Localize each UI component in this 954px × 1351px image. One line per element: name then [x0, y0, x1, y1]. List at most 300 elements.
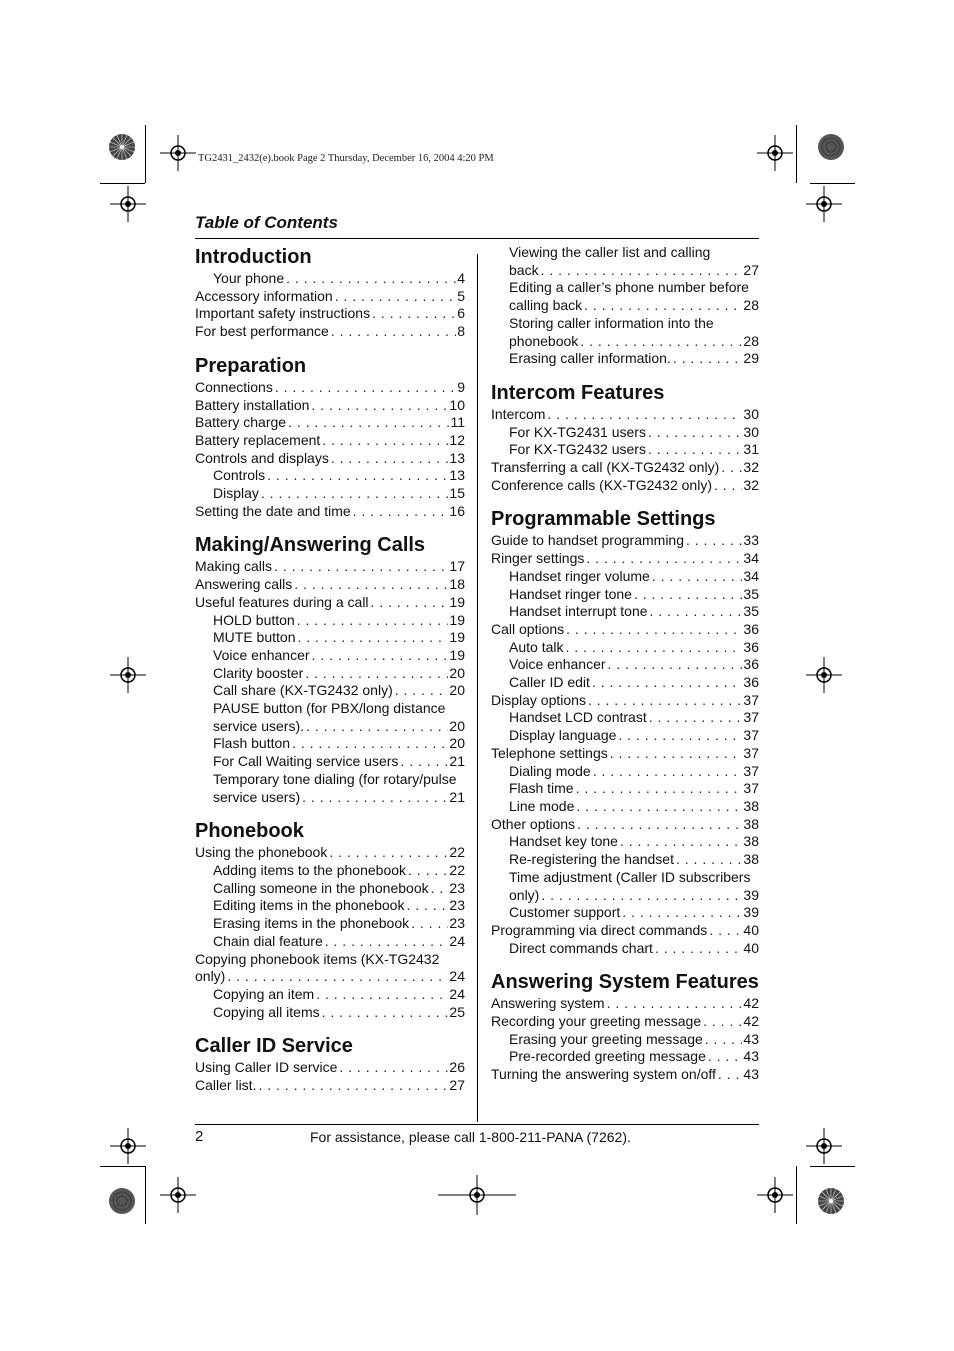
toc-page-number: 36 [743, 674, 759, 691]
toc-page-number: 39 [743, 886, 759, 903]
toc-entry[interactable] [491, 851, 759, 869]
toc-entry[interactable] [195, 450, 465, 468]
dot-leader [395, 682, 449, 700]
toc-entry-label: Direct commands chart [509, 939, 653, 956]
dot-leader [566, 621, 742, 639]
crop-line [810, 183, 855, 184]
toc-page-number: 37 [743, 709, 759, 726]
crop-line [796, 1166, 797, 1224]
toc-entry[interactable] [491, 639, 759, 657]
toc-page-number: 32 [743, 459, 759, 476]
toc-entry-label: back [509, 261, 539, 278]
toc-page-number: 23 [449, 897, 465, 914]
toc-page-number: 19 [449, 629, 465, 646]
registration-mark-icon [757, 1177, 793, 1213]
toc-entry-label: Customer support [509, 904, 621, 921]
section-heading: Answering System Features [491, 971, 759, 994]
toc-entry[interactable] [491, 887, 759, 905]
toc-page-number: 43 [743, 1066, 759, 1083]
toc-entry-label: Setting the date and time [195, 502, 351, 519]
toc-page-number: 43 [743, 1030, 759, 1047]
dot-leader [620, 833, 742, 851]
toc-page-number: 28 [743, 332, 759, 349]
toc-page-number: 21 [449, 753, 465, 770]
registration-mark-icon [160, 135, 196, 171]
toc-page-number: 26 [449, 1059, 465, 1076]
crop-line [100, 1166, 145, 1167]
toc-page-number: 25 [449, 1003, 465, 1020]
toc-page-number: 13 [449, 467, 465, 484]
toc-page-number: 20 [449, 717, 465, 734]
dot-leader [649, 709, 743, 727]
toc-page-number: 24 [449, 932, 465, 949]
dot-leader [648, 441, 742, 459]
toc-entry-label: Voice enhancer [213, 646, 310, 663]
toc-entry-label: Display language [509, 727, 617, 744]
toc-entry[interactable] [491, 568, 759, 586]
toc-page-number: 20 [449, 664, 465, 681]
section-heading: Programmable Settings [491, 508, 716, 531]
toc-entry-label: Recording your greeting message [491, 1013, 702, 1030]
dot-leader [335, 288, 456, 306]
toc-entry-label: Display [213, 485, 259, 502]
toc-entry[interactable] [491, 763, 759, 781]
dot-leader [400, 753, 448, 771]
crop-line [145, 125, 146, 183]
toc-entry[interactable] [491, 745, 759, 763]
toc-entry-text: Viewing the caller list and calling [509, 244, 711, 260]
dot-leader [541, 262, 743, 280]
dot-leader [650, 603, 743, 621]
toc-entry[interactable] [195, 647, 465, 665]
toc-entry[interactable] [491, 1066, 759, 1084]
toc-entry-label: Erasing items in the phonebook [213, 915, 410, 932]
dot-leader [312, 647, 449, 665]
toc-page-number: 22 [449, 844, 465, 861]
star-target-icon [108, 133, 136, 161]
registration-mark-icon [110, 657, 146, 693]
toc-page-number: 17 [449, 558, 465, 575]
toc-entry-text: Editing a caller’s phone number before [509, 279, 749, 296]
toc-page-number: 24 [449, 985, 465, 1002]
toc-entry[interactable] [195, 397, 465, 415]
dot-leader [431, 880, 449, 898]
toc-entry-label: Display options [491, 691, 586, 708]
dot-leader [331, 323, 456, 341]
toc-page-number: 4 [457, 270, 465, 286]
dot-leader [258, 1077, 448, 1095]
toc-entry[interactable] [195, 682, 465, 700]
toc-page-number: 38 [743, 851, 759, 868]
dot-leader [580, 333, 742, 351]
dot-leader [718, 1066, 743, 1084]
toc-entry[interactable] [195, 503, 465, 521]
toc-entry-label: For best performance [195, 323, 329, 340]
toc-entry[interactable] [491, 816, 759, 834]
toc-entry-label: Calling someone in the phonebook [213, 879, 429, 896]
toc-entry-label: Clarity booster [213, 664, 304, 681]
toc-entry-label: Answering system [491, 995, 605, 1012]
toc-entry-label: Battery installation [195, 396, 310, 413]
dot-leader [371, 594, 449, 612]
dot-leader [302, 789, 448, 807]
toc-entry[interactable] [491, 1048, 759, 1066]
toc-entry[interactable] [195, 594, 465, 612]
toc-entry[interactable] [491, 727, 759, 745]
dot-leader [305, 665, 448, 683]
toc-entry[interactable] [491, 709, 759, 727]
toc-entry-label: Programming via direct commands [491, 921, 708, 938]
toc-entry-label: Other options [491, 815, 576, 832]
dot-leader [714, 477, 742, 495]
toc-entry[interactable] [491, 904, 759, 922]
dot-leader [267, 467, 448, 485]
toc-page-number: 20 [449, 735, 465, 752]
toc-entry[interactable] [195, 968, 465, 986]
toc-entry-text: Storing caller information into the [509, 314, 714, 331]
toc-page-number: 40 [743, 939, 759, 956]
dot-leader [547, 406, 742, 424]
toc-entry[interactable] [491, 674, 759, 692]
toc-entry[interactable] [491, 922, 759, 940]
toc-entry[interactable] [491, 995, 759, 1013]
dot-leader [648, 424, 742, 442]
toc-page-number: 40 [743, 921, 759, 938]
dot-leader [294, 576, 448, 594]
toc-entry[interactable] [491, 333, 759, 351]
toc-entry-label: Handset ringer volume [509, 567, 650, 584]
toc-page-number: 18 [449, 576, 465, 593]
toc-left-column [195, 244, 465, 1095]
toc-page-number: 9 [457, 378, 465, 395]
dot-leader [721, 459, 742, 477]
section-heading: Preparation [195, 354, 307, 377]
toc-entry-label: Flash time [509, 780, 574, 797]
dot-leader [297, 612, 449, 630]
toc-entry-text: Temporary tone dialing (for rotary/pulse [213, 770, 457, 787]
toc-page-number: 23 [449, 879, 465, 896]
registration-mark-icon [438, 1175, 516, 1215]
toc-page-number: 36 [743, 656, 759, 673]
dot-leader [608, 656, 743, 674]
dot-leader [311, 397, 448, 415]
toc-entry-label: Using the phonebook [195, 844, 328, 861]
toc-entry-label: Caller ID edit [509, 674, 590, 691]
dot-leader [408, 862, 448, 880]
toc-page-number: 43 [743, 1048, 759, 1065]
toc-entry[interactable] [195, 844, 465, 862]
dot-leader [618, 727, 742, 745]
toc-page-number: 10 [449, 396, 465, 413]
toc-entry[interactable] [491, 833, 759, 851]
toc-entry-label: Battery replacement [195, 431, 321, 448]
toc-entry[interactable] [195, 880, 465, 898]
dot-leader [705, 1031, 743, 1049]
toc-page-number: 12 [449, 431, 465, 448]
dot-leader [686, 532, 742, 550]
toc-entry[interactable] [195, 379, 465, 397]
toc-entry-label: Handset key tone [509, 833, 618, 850]
toc-page-number: 38 [743, 833, 759, 850]
toc-entry-label: Ringer settings [491, 550, 585, 567]
toc-entry[interactable] [195, 986, 465, 1004]
toc-entry[interactable] [491, 406, 759, 424]
toc-entry-label: Controls [213, 467, 266, 484]
dot-leader [329, 844, 448, 862]
dot-leader [306, 718, 448, 736]
dot-leader [372, 305, 456, 323]
toc-page-number: 31 [743, 441, 759, 458]
dot-leader [286, 270, 456, 288]
toc-page-number: 36 [743, 620, 759, 637]
toc-page-number: 39 [743, 904, 759, 921]
toc-entry[interactable] [491, 656, 759, 674]
toc-entry[interactable] [195, 915, 465, 933]
toc-entry-label: Telephone settings [491, 744, 608, 761]
toc-entry[interactable] [491, 550, 759, 568]
registration-mark-icon [806, 186, 842, 222]
toc-entry[interactable] [491, 586, 759, 604]
toc-entry[interactable] [195, 665, 465, 683]
toc-entry-label: Answering calls [195, 576, 293, 593]
toc-entry-label: Battery charge [195, 414, 287, 431]
toc-entry[interactable] [195, 432, 465, 450]
dot-leader [610, 745, 743, 763]
toc-entry[interactable] [195, 718, 465, 736]
dot-leader [541, 887, 742, 905]
toc-entry[interactable] [195, 862, 465, 880]
dot-leader [331, 450, 449, 468]
toc-page-number: 33 [743, 532, 759, 549]
dot-leader [584, 297, 742, 315]
toc-entry-label: Making calls [195, 558, 273, 575]
toc-entry-label: Handset interrupt tone [509, 603, 648, 620]
dot-leader [634, 586, 742, 604]
toc-entry-label: Using Caller ID service [195, 1059, 338, 1076]
toc-entry-label: only) [195, 968, 226, 985]
toc-entry-label: Line mode [509, 797, 575, 814]
toc-page-number: 27 [743, 261, 759, 278]
toc-entry[interactable] [195, 414, 465, 432]
toc-entry[interactable] [491, 1031, 759, 1049]
toc-entry[interactable] [491, 350, 759, 368]
toc-page-number: 6 [457, 305, 465, 322]
toc-page-number: 37 [743, 727, 759, 744]
toc-entry-label: For KX-TG2432 users [509, 441, 646, 458]
toc-page-number: 37 [743, 744, 759, 761]
toc-entry[interactable] [195, 1004, 465, 1022]
toc-entry[interactable] [195, 305, 465, 323]
toc-entry-label: Your phone [213, 270, 285, 286]
toc-entry-label: Controls and displays [195, 449, 329, 466]
toc-entry[interactable] [491, 459, 759, 477]
column-divider [477, 254, 478, 1122]
toc-entry-label: service users) [213, 788, 301, 805]
toc-entry[interactable] [491, 940, 759, 958]
toc-page-number: 5 [457, 287, 465, 304]
toc-entry-label: Intercom [491, 405, 546, 422]
toc-entry[interactable] [195, 467, 465, 485]
toc-entry-label: Connections [195, 378, 273, 395]
dot-leader [565, 639, 742, 657]
toc-page-number: 42 [743, 995, 759, 1012]
toc-entry[interactable] [195, 558, 465, 576]
toc-entry-label: For Call Waiting service users [213, 753, 399, 770]
toc-entry[interactable] [195, 629, 465, 647]
toc-entry-label: Dialing mode [509, 762, 591, 779]
toc-entry[interactable] [195, 1077, 465, 1095]
book-file-line: TG2431_2432(e).book Page 2 Thursday, December 16, 2004 4:20 PM [198, 153, 494, 164]
toc-page-number: 13 [449, 449, 465, 466]
dot-leader [703, 1013, 742, 1031]
section-heading: Phonebook [195, 820, 304, 843]
toc-page-number: 37 [743, 691, 759, 708]
toc-entry[interactable] [195, 288, 465, 306]
toc-page-number: 34 [743, 550, 759, 567]
toc-entry[interactable] [195, 789, 465, 807]
page-title: Table of Contents [195, 213, 338, 232]
toc-entry[interactable] [491, 297, 759, 315]
dot-leader [275, 379, 456, 397]
registration-mark-icon [110, 186, 146, 222]
toc-entry[interactable] [491, 441, 759, 459]
toc-entry-label: HOLD button [213, 611, 295, 628]
toc-entry[interactable] [491, 424, 759, 442]
toc-entry[interactable] [491, 692, 759, 710]
toc-entry-label: Auto talk [509, 638, 564, 655]
toc-page-number: 30 [743, 405, 759, 422]
toc-entry-label: Copying an item [213, 985, 315, 1002]
toc-entry[interactable] [491, 621, 759, 639]
dot-leader [607, 995, 743, 1013]
toc-entry-label: Important safety instructions [195, 305, 371, 322]
toc-entry-label: Editing items in the phonebook [213, 897, 405, 914]
toc-entry-label: Pre-recorded greeting message [509, 1048, 706, 1065]
toc-entry[interactable] [491, 262, 759, 280]
toc-entry[interactable] [491, 798, 759, 816]
toc-entry-label: Chain dial feature [213, 932, 323, 949]
toc-entry-text: Copying phonebook items (KX-TG2432 [195, 950, 440, 967]
dot-leader [411, 915, 448, 933]
footer-rule [195, 1124, 759, 1125]
dot-leader [622, 904, 742, 922]
section-heading: Caller ID Service [195, 1035, 353, 1058]
dot-leader [322, 1004, 449, 1022]
toc-entry[interactable] [195, 576, 465, 594]
dot-leader [708, 1048, 743, 1066]
section-heading: Introduction [195, 246, 312, 268]
toc-entry-label: Call options [491, 620, 565, 637]
toc-entry-label: Conference calls (KX-TG2432 only) [491, 476, 712, 493]
toc-entry[interactable] [491, 1013, 759, 1031]
dot-leader [353, 503, 449, 521]
toc-page-number: 27 [449, 1077, 465, 1094]
toc-entry-label: Turning the answering system on/off [491, 1066, 716, 1083]
dot-leader [592, 674, 743, 692]
toc-entry-label: Erasing your greeting message [509, 1030, 703, 1047]
toc-entry[interactable] [195, 735, 465, 753]
toc-entry-label: service users). [213, 717, 305, 734]
toc-entry[interactable] [195, 933, 465, 951]
toc-entry-label: Handset ringer tone [509, 585, 632, 602]
toc-page-number: 35 [743, 585, 759, 602]
toc-entry-label: Erasing caller information. [509, 350, 671, 367]
dot-leader [406, 897, 448, 915]
toc-entry-label: calling back [509, 297, 583, 314]
dot-leader [274, 558, 448, 576]
crop-line [100, 183, 145, 184]
toc-entry-label: Useful features during a call [195, 593, 369, 610]
toc-entry[interactable] [491, 477, 759, 495]
toc-page-number: 34 [743, 567, 759, 584]
toc-page-number: 24 [449, 968, 465, 985]
crop-line [810, 1166, 855, 1167]
toc-entry-label: Guide to handset programming [491, 532, 684, 549]
toc-entry[interactable] [195, 1059, 465, 1077]
toc-entry[interactable] [491, 603, 759, 621]
toc-page-number: 38 [743, 797, 759, 814]
dot-leader [676, 851, 742, 869]
toc-page-number: 35 [743, 603, 759, 620]
section-heading: Making/Answering Calls [195, 534, 426, 557]
toc-entry[interactable] [195, 485, 465, 503]
toc-entry-label: For KX-TG2431 users [509, 423, 646, 440]
toc-page-number: 37 [743, 762, 759, 779]
toc-page-number: 19 [449, 646, 465, 663]
toc-entry[interactable] [195, 270, 465, 288]
registration-mark-icon [757, 135, 793, 171]
toc-entry[interactable] [491, 532, 759, 550]
toc-page-number: 36 [743, 638, 759, 655]
toc-entry-text: Time adjustment (Caller ID subscribers [509, 868, 751, 885]
toc-entry[interactable] [195, 323, 465, 341]
toc-page-number: 42 [743, 1013, 759, 1030]
toc-page-number: 20 [449, 682, 465, 699]
header-rule [195, 238, 759, 239]
toc-page-number: 16 [449, 502, 465, 519]
toc-entry[interactable] [195, 897, 465, 915]
toc-entry-text: PAUSE button (for PBX/long distance [213, 700, 446, 717]
toc-entry-label: Voice enhancer [509, 656, 606, 673]
toc-entry[interactable] [195, 753, 465, 771]
toc-entry-label: Caller list. [195, 1077, 257, 1094]
toc-page-number: 29 [743, 350, 759, 367]
toc-entry[interactable] [195, 612, 465, 630]
toc-entry[interactable] [491, 780, 759, 798]
toc-right-column [491, 244, 759, 1084]
registration-mark-icon [110, 1128, 146, 1164]
crop-line [145, 1166, 146, 1224]
toc-page-number: 19 [449, 593, 465, 610]
dot-leader [586, 550, 742, 568]
toc-page-number: 38 [743, 815, 759, 832]
toc-entry-label: Adding items to the phonebook [213, 861, 407, 878]
dot-leader [709, 922, 742, 940]
section-heading: Intercom Features [491, 381, 665, 404]
dot-leader [655, 940, 742, 958]
dot-leader [339, 1059, 448, 1077]
toc-entry-label: Copying all items [213, 1003, 320, 1020]
dot-leader [577, 816, 742, 834]
registration-mark-icon [806, 1128, 842, 1164]
toc-entry-label: Handset LCD contrast [509, 709, 647, 726]
registration-mark-icon [806, 657, 842, 693]
crop-line [796, 125, 797, 183]
toc-page-number: 21 [449, 788, 465, 805]
toc-entry-label: only) [509, 886, 540, 903]
star-target-icon [817, 133, 845, 161]
toc-page-number: 8 [457, 323, 465, 340]
